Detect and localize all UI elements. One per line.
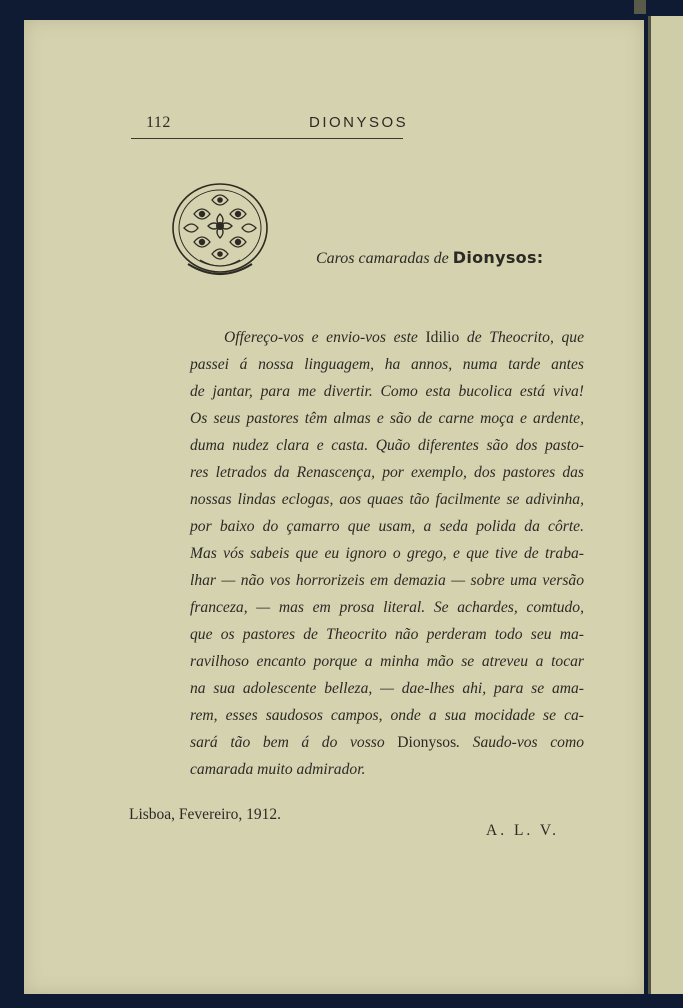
text-line: res letrados da Renascença, por exemplo, dos pastores das: [190, 464, 584, 481]
running-title: DIONYSOS: [309, 114, 409, 131]
text-line: duma nudez clara e casta. Quão diferentes são dos pasto-: [190, 437, 584, 454]
text-line: de jantar, para me divertir. Como esta bucolica está viva!: [190, 383, 584, 400]
text-line: lhar — não vos horrorizeis em demazia — sobre uma versão: [190, 572, 584, 589]
book-page: [24, 20, 644, 994]
text-line: Mas vós sabeis que eu ignoro o grego, e que tive de traba-: [190, 545, 584, 562]
page-number: 112: [146, 114, 171, 131]
salutation: [316, 248, 543, 268]
text-line: Offereço-vos e envio-vos este Idilio de Theocrito, que: [224, 329, 585, 346]
text-line: por baixo do çamarro que usam, a seda polida da côrte.: [190, 518, 584, 535]
place-date: Lisboa, Fevereiro, 1912.: [129, 806, 281, 823]
text-line: sará tão bem á do vosso Dionysos. Saudo-vos como: [190, 734, 584, 751]
letter-body: [190, 324, 584, 783]
text-line: passei á nossa linguagem, ha annos, numa tarde antes: [190, 356, 584, 373]
text-line: que os pastores de Theocrito não perderam todo seu ma-: [190, 626, 584, 643]
text-line: rem, esses saudosos campos, onde a sua mocidade se ca-: [190, 707, 584, 724]
salutation-prefix: Caros camaradas de: [316, 250, 449, 267]
salutation-name: Dionysos:: [452, 248, 544, 267]
text-line: ravilhoso encanto porque a minha mão se atreveu a tocar: [190, 653, 584, 670]
page-header: [131, 114, 409, 139]
next-page-edge: [648, 16, 683, 994]
text-line: franceza, — mas em prosa literal. Se achardes, comtudo,: [190, 599, 584, 616]
text-line: camarada muito admirador.: [190, 761, 366, 778]
binding-tab: [634, 0, 646, 14]
text-line: nossas lindas eclogas, aos quaes tão facilmente se adivinha,: [190, 491, 584, 508]
text-line: na sua adolescente belleza, — dae-lhes ahi, para se ama-: [190, 680, 584, 697]
floral-medallion-icon: [170, 180, 270, 280]
text-line: Os seus pastores têm almas e são de carne moça e ardente,: [190, 410, 584, 427]
author-initials: A. L. V.: [486, 822, 559, 839]
